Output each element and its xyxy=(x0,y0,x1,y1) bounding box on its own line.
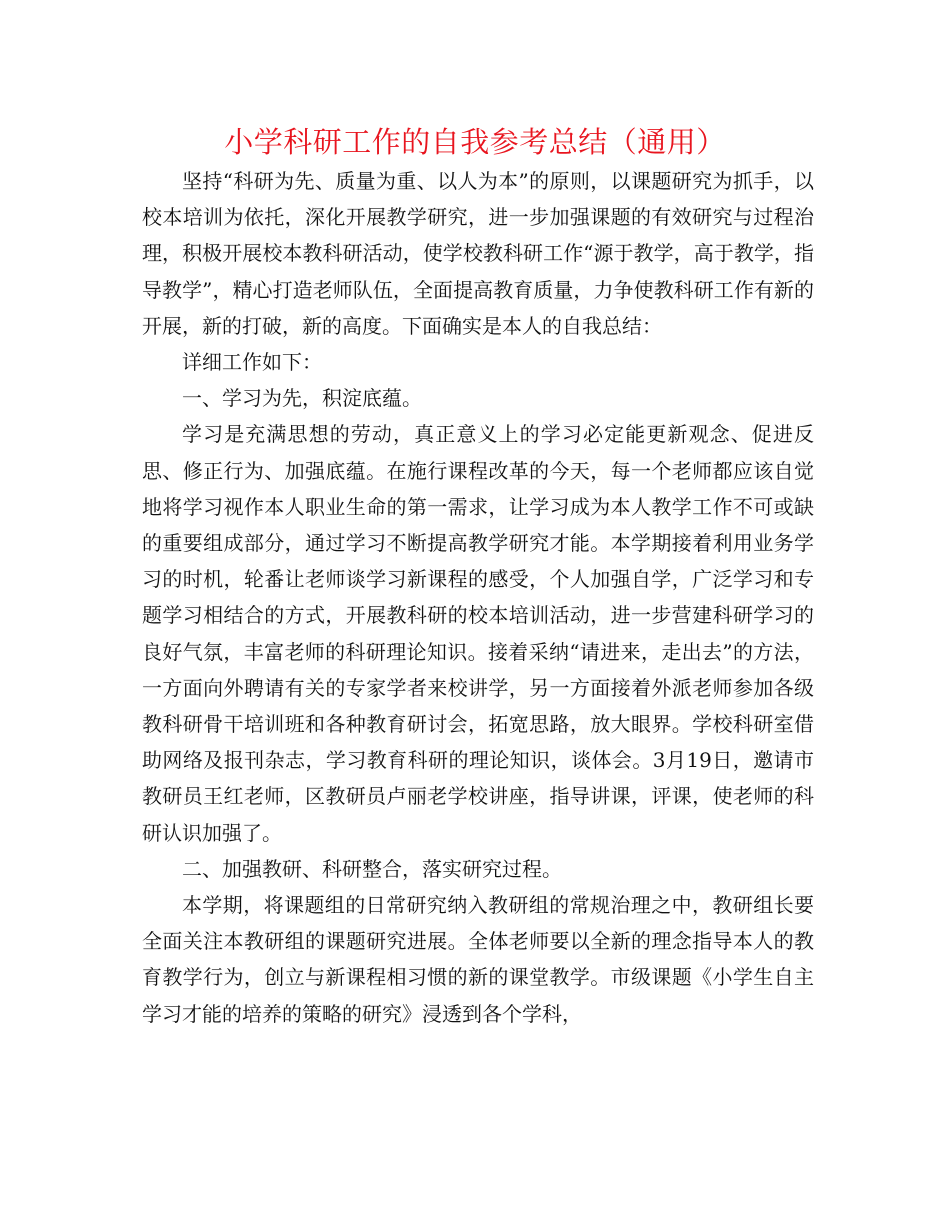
section-heading-2: 二、加强教研、科研整合，落实研究过程。 xyxy=(182,856,562,881)
section-heading-1: 一、学习为先，积淀底蕴。 xyxy=(182,386,422,411)
paragraph-work-details: 详细工作如下： xyxy=(182,350,322,375)
paragraph-learning: 学习是充满思想的劳动，真正意义上的学习必定能更新观念、促进反思、修正行为、加强底蕴。在施行课程改革的今天，每一个老师都应该自觉地将学习视作本人职业生命的第一需求，让学习成为本人教学工作不可或缺的重要组成部分，通过学习不断提高教学研究才能。本学期接着利用业务学习的时机，轮番让老师谈学习新课程的感受，个人加强自学，广泛学习和专题学习相结合的方式，开展教科研的校本培训活动，进一步营建科研学习的良好气氛，丰富老师的科研理论知识。接着采纳“请进来，走出去”的方法，一方面向外聘请有关的专家学者来校讲学，另一方面接着外派老师参加各级教科研骨干培训班和各种教育研讨会，拓宽思路，放大眼界。学校科研室借助网络及报刊杂志，学习教育科研的理论知识，谈体会。3月19日，邀请市教研员王红老师，区教研员卢丽老学校讲座，指导讲课，评课，使老师的科研认识加强了。 xyxy=(142,422,814,845)
paragraph-intro: 坚持“科研为先、质量为重、以人为本”的原则，以课题研究为抓手，以校本培训为依托，深化开展教学研究，进一步加强课题的有效研究与过程治理，积极开展校本教科研活动，使学校教科研工作“源于教学，高于教学，指导教学”，精心打造老师队伍，全面提高教育质量，力争使教科研工作有新的开展，新的打破，新的高度。下面确实是本人的自我总结： xyxy=(142,169,814,338)
document-body xyxy=(142,163,814,1032)
paragraph-research-integration: 本学期，将课题组的日常研究纳入教研组的常规治理之中，教研组长要全面关注本教研组的课题研究进展。全体老师要以全新的理念指导本人的教育教学行为，创立与新课程相习惯的新的课堂教学。市级课题《小学生自主学习才能的培养的策略的研究》浸透到各个学科， xyxy=(142,893,814,1026)
document-title: 小学科研工作的自我参考总结（通用） xyxy=(224,125,726,159)
